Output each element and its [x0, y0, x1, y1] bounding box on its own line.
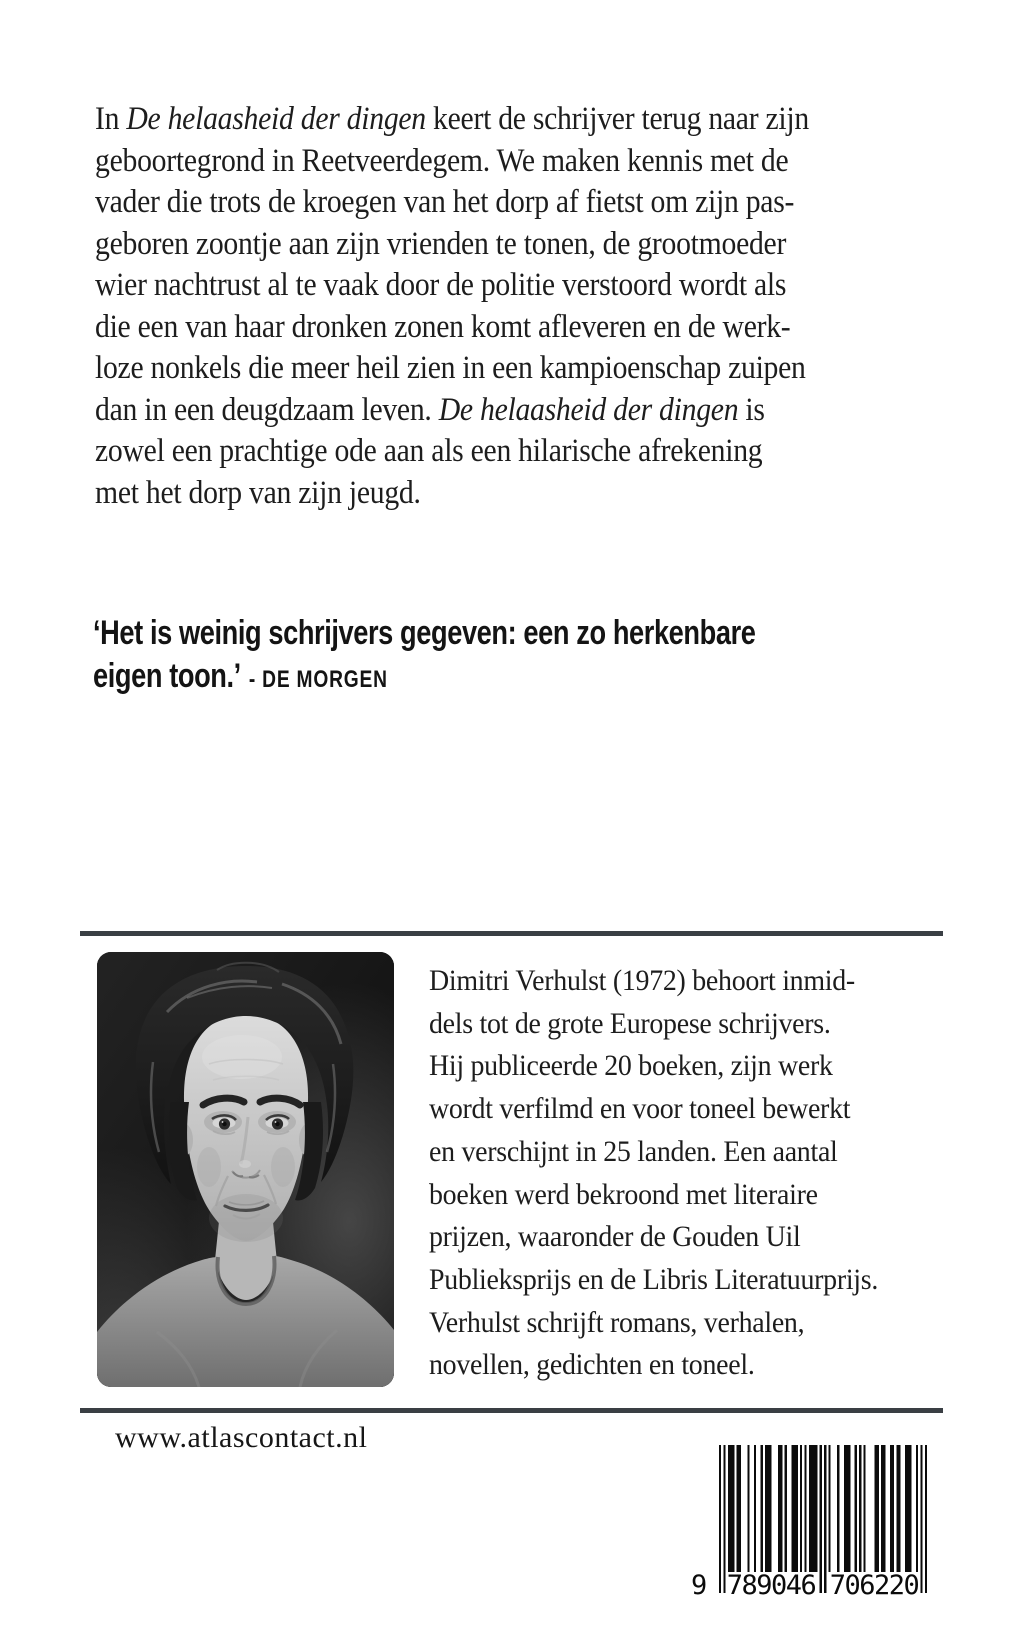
- quote-text: eigen toon.’: [93, 657, 241, 695]
- bio-line: boeken werd bekroond met literaire: [429, 1177, 818, 1211]
- barcode-digit-first: 9: [691, 1570, 706, 1601]
- divider-line-top: [80, 931, 943, 936]
- synopsis-line: In De helaasheid der dingen keert de schrijver terug naar zijn: [95, 101, 809, 137]
- bio-line: prijzen, waaronder de Gouden Uil: [429, 1220, 801, 1254]
- bio-line: en verschijnt in 25 landen. Een aantal: [429, 1134, 838, 1168]
- bio-line: Hij publiceerde 20 boeken, zijn werk: [429, 1049, 833, 1083]
- author-photo: [97, 952, 394, 1387]
- bio-line: dels tot de grote Europese schrijvers.: [429, 1006, 831, 1040]
- quote-attribution: - DE MORGEN: [248, 666, 388, 693]
- barcode-digit-group2: 706220: [829, 1570, 919, 1601]
- bio-line: Dimitri Verhulst (1972) behoort inmid-: [429, 964, 855, 997]
- synopsis-text: [95, 99, 809, 514]
- divider-line-bottom: [80, 1408, 943, 1413]
- bio-line: novellen, gedichten en toneel.: [429, 1348, 755, 1382]
- synopsis-line: wier nachtrust al te vaak door de politie verstoord wordt als: [95, 267, 787, 303]
- synopsis-line: zowel een prachtige ode aan als een hilarische afrekening: [95, 433, 763, 469]
- quote-line: [93, 655, 755, 701]
- synopsis-line: geboortegrond in Reetveerdegem. We maken kennis met de: [95, 142, 789, 179]
- synopsis-line: geboren zoontje aan zijn vrienden te tonen, de grootmoeder: [95, 225, 787, 262]
- author-portrait-graphic: [97, 952, 394, 1387]
- synopsis-line: vader die trots de kroegen van het dorp af fietst om zijn pas-: [95, 184, 795, 220]
- synopsis-line: dan in een deugdzaam leven. De helaasheid der dingen is: [95, 391, 765, 428]
- synopsis-line: die een van haar dronken zonen komt afleveren en de werk-: [95, 308, 791, 345]
- publisher-website: www.atlascontact.nl: [115, 1421, 368, 1454]
- bio-line: Verhulst schrijft romans, verhalen,: [429, 1305, 805, 1339]
- bio-line: Publieksprijs en de Libris Literatuurprijs.: [429, 1262, 879, 1296]
- barcode-digit-group1: 789046: [726, 1570, 816, 1601]
- pull-quote: [93, 612, 755, 701]
- author-bio: [429, 960, 913, 1387]
- synopsis-line: met het dorp van zijn jeugd.: [95, 474, 421, 511]
- synopsis-line: loze nonkels die meer heil zien in een kampioenschap zuipen: [95, 350, 806, 386]
- isbn-barcode: [688, 1445, 938, 1603]
- bio-line: wordt verfilmd en voor toneel bewerkt: [429, 1092, 851, 1126]
- quote-line: ‘Het is weinig schrijvers gegeven: een zo herkenbare: [93, 614, 756, 652]
